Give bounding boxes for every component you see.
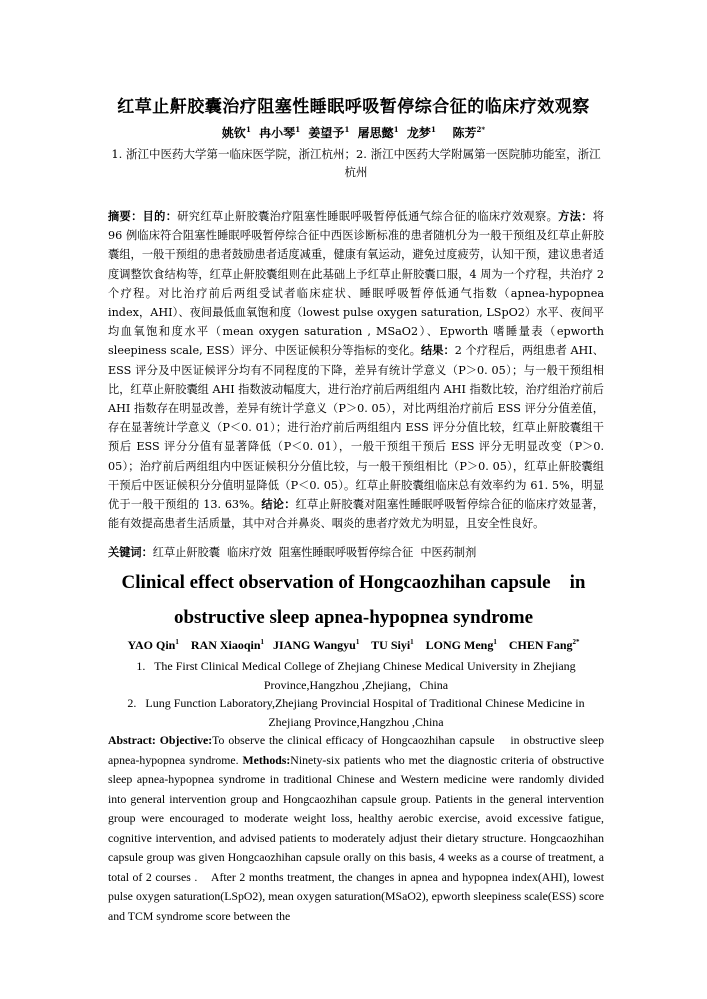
- author: 陈芳$^{2*}$: [452, 125, 486, 140]
- objective-text: To observe the clinical efficacy of Hongcaozhihan capsule in obstructive sleep apnea-hypopnea syndrome.: [108, 733, 607, 767]
- abstract-english: [108, 731, 607, 926]
- authors-english: [0, 638, 707, 653]
- affiliations-chinese: 1. 浙江中医药大学第一临床医学院，浙江杭州；2. 浙江中医药大学附属第一医院肺功能室，浙江杭州: [111, 147, 601, 179]
- abstract-chinese: [108, 207, 604, 533]
- affiliation: 1. The First Clinical Medical College of Zhejiang Chinese Medical University in Zhejiang Province,Hangzhou ,Zhejiang，China: [136, 659, 579, 692]
- abstract-label: 摘要：: [108, 209, 143, 223]
- authors-chinese: [0, 124, 707, 141]
- author: 姚钦$^1$: [221, 125, 251, 140]
- keyword: 红草止鼾胶囊: [152, 546, 220, 559]
- keyword: 临床疗效: [227, 546, 272, 559]
- author: JIANG Wangyu$^1$: [273, 638, 360, 652]
- author: 屠思懿$^1$: [357, 125, 399, 140]
- methods-text: Ninety-six patients who met the diagnostic criteria of obstructive sleep apnea-hypopnea syndrome in traditional Chinese and Western medicine were randomly divided into general intervention group and Hongcaozhihan capsule group. Patients in the general intervention group were encouraged to moderate weight loss, healthy aerobic exercise, avoid excessive fatigue, cognitive intervention, and advised patients to moderately adjust their dietary structure. Hongcaozhihan capsule group was given Hongcaozhihan capsule orally on this basis, 4 weeks as a course of treatment, a total of 2 courses . After 2 months treatment, the changes in apnea and hypopnea index(AHI), lowest pulse oxygen saturation(LSpO2), mean oxygen saturation(MSaO2), epworth sleepiness scale(ESS) score and TCM syndrome score between the: [108, 752, 607, 923]
- objective-label: 目的：: [142, 209, 178, 223]
- abstract-label: Abstract:: [108, 733, 160, 747]
- methods-label: 方法：: [558, 209, 593, 223]
- author: CHEN Fang$^{2*}$: [508, 638, 580, 652]
- title-english-line2: obstructive sleep apnea-hypopnea syndrome: [173, 607, 534, 628]
- keyword: 阻塞性睡眠呼吸暂停综合征: [278, 546, 414, 559]
- keyword: 中医药制剂: [420, 546, 477, 559]
- methods-text: 将 96 例临床符合阻塞性睡眠呼吸暂停综合征中西医诊断标准的患者随机分为一般干预组及红草止鼾胶囊组，一般干预组的患者鼓励患者适度减重，健康有氧运动，避免过度疲劳，认知干预，建议患者适度调整饮食结构等，红草止鼾胶囊组则在此基础上予红草止鼾胶囊口服，4 周为一个疗程，共治疗 2 个疗程。对比治疗前后两组受试者临床症状、睡眠呼吸暂停低通气指数（apnea-hypopnea index，AHI）、夜间最低血氧饱和度（lowest pulse oxygen saturation, LSpO2）水平、夜间平均血氧饱和度水平（mean oxygen saturation , MSaO2）、Epworth 嗜睡量表（epworth sleepiness scale, ESS）评分、中医证候积分等指标的变化。: [108, 210, 604, 358]
- author: 姜望予$^1$: [308, 125, 350, 140]
- author: 龙梦$^1$: [406, 125, 436, 140]
- title-english-line1: Clinical effect observation of Hongcaozhihan capsule in: [121, 572, 586, 593]
- conclusion-label: 结论：: [261, 497, 296, 512]
- title-chinese: 红草止鼾胶囊治疗阻塞性睡眠呼吸暂停综合征的临床疗效观察: [117, 97, 590, 117]
- objective-label: Objective:: [159, 733, 213, 747]
- keywords-label: 关键词：: [108, 545, 153, 559]
- author: TU Siyi$^1$: [371, 638, 414, 652]
- results-text: 2 个疗程后，两组患者 AHI、ESS 评分及中医证候评分均有不同程度的下降，差异有统计学意义（P＞0. 05）；与一般干预组相比，红草止鼾胶囊组 AHI 指数波动幅度大，进行治疗前后两组组内 AHI 指数比较，治疗组治疗前后 AHI 指数存在明显改善，差异有统计学意义（P＞0. 05），对比两组治疗前后 ESS 评分分值差值，存在显著统计学意义（P＜0. 01）；进行治疗前后两组组内 ESS 评分分值比较，红草止鼾胶囊组干预后 ESS 评分分值有显著降低（P＜0. 01），一般干预组干预后 ESS 评分无明显改变（P＞0. 05）；治疗前后两组组内中医证候积分分值比较，与一般干预组相比（P＞0. 05），红草止鼾胶囊组干预后中医证候积分分值明显降低（P＜0. 05）。红草止鼾胶囊组临床总有效率约为 61. 5%，明显优于一般干预组的 13. 63%。: [108, 344, 604, 512]
- keywords-chinese: [108, 544, 604, 560]
- affiliations-english: [108, 657, 604, 731]
- affiliation: 2. Lung Function Laboratory,Zhejiang Provincial Hospital of Traditional Chinese Medicine in Zhejiang Province,Hangzhou ,China: [127, 696, 588, 729]
- author: RAN Xiaoqin$^1$: [190, 638, 265, 652]
- author: YAO Qin$^1$: [127, 638, 179, 652]
- results-label: 结果：: [421, 343, 455, 358]
- author: LONG Meng$^1$: [425, 638, 497, 652]
- conclusion-text: 红草止鼾胶囊对阻塞性睡眠呼吸暂停综合征的临床疗效显著，能有效提高患者生活质量，其中对合并鼻炎、咽炎的患者疗效尤为明显，且安全性良好。: [108, 498, 604, 531]
- objective-text: 研究红草止鼾胶囊治疗阻塞性睡眠呼吸暂停低通气综合征的临床疗效观察。: [177, 210, 559, 223]
- methods-label: Methods:: [242, 752, 291, 767]
- author: 冉小琴$^1$: [259, 125, 301, 140]
